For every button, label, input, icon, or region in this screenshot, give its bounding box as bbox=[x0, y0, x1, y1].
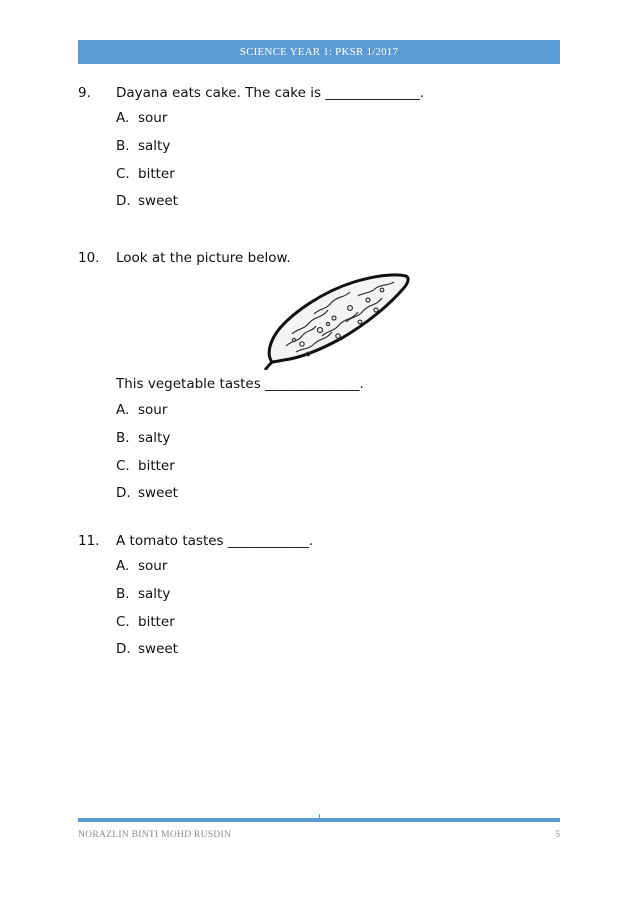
question-follow-up: This vegetable tastes ______________. bbox=[116, 376, 364, 392]
question-text: Look at the picture below. bbox=[116, 250, 291, 266]
option-label: bitter bbox=[138, 457, 175, 474]
option-b[interactable] bbox=[116, 138, 178, 166]
option-d[interactable] bbox=[116, 193, 178, 221]
option-label: salty bbox=[138, 585, 171, 602]
option-label: bitter bbox=[138, 165, 175, 182]
option-d[interactable] bbox=[116, 485, 178, 513]
option-c[interactable] bbox=[116, 614, 178, 642]
option-label: sour bbox=[138, 402, 168, 418]
option-letter: B. bbox=[116, 137, 130, 154]
question-number: 11. bbox=[78, 533, 100, 549]
footer-divider bbox=[78, 818, 560, 822]
option-label: salty bbox=[138, 137, 171, 154]
option-label: sour bbox=[138, 110, 168, 126]
option-a[interactable] bbox=[116, 558, 178, 586]
question-text: Dayana eats cake. The cake is ______________. bbox=[116, 85, 425, 101]
question-number: 9. bbox=[78, 85, 91, 101]
option-label: sweet bbox=[138, 485, 178, 502]
option-letter: B. bbox=[116, 429, 130, 446]
page-number: 5 bbox=[555, 830, 560, 840]
option-letter: D. bbox=[116, 641, 131, 658]
option-list bbox=[116, 402, 178, 513]
option-letter: D. bbox=[116, 485, 131, 502]
option-letter: C. bbox=[116, 165, 130, 182]
option-d[interactable] bbox=[116, 641, 178, 669]
option-a[interactable] bbox=[116, 110, 178, 138]
option-letter: A. bbox=[116, 110, 130, 126]
option-letter: D. bbox=[116, 193, 131, 210]
bitter-gourd-illustration bbox=[262, 270, 412, 370]
option-letter: A. bbox=[116, 402, 130, 418]
option-b[interactable] bbox=[116, 586, 178, 614]
option-label: sweet bbox=[138, 193, 178, 210]
option-label: sour bbox=[138, 558, 168, 574]
option-letter: C. bbox=[116, 613, 130, 630]
gourd-outline bbox=[269, 275, 408, 362]
option-label: bitter bbox=[138, 613, 175, 630]
question-number: 10. bbox=[78, 250, 100, 266]
option-label: salty bbox=[138, 429, 171, 446]
option-list bbox=[116, 558, 178, 669]
header-title: SCIENCE YEAR 1: PKSR 1/2017 bbox=[239, 46, 399, 58]
option-label: sweet bbox=[138, 641, 178, 658]
option-a[interactable] bbox=[116, 402, 178, 430]
option-letter: A. bbox=[116, 558, 130, 574]
page-header bbox=[78, 40, 560, 64]
footer-author: NORAZLIN BINTI MOHD RUSDIN bbox=[78, 830, 232, 840]
option-c[interactable] bbox=[116, 166, 178, 194]
option-c[interactable] bbox=[116, 458, 178, 486]
question-text: A tomato tastes ____________. bbox=[116, 533, 314, 549]
option-letter: B. bbox=[116, 585, 130, 602]
option-list bbox=[116, 110, 178, 221]
option-letter: C. bbox=[116, 457, 130, 474]
option-b[interactable] bbox=[116, 430, 178, 458]
gourd-stem bbox=[265, 362, 272, 370]
